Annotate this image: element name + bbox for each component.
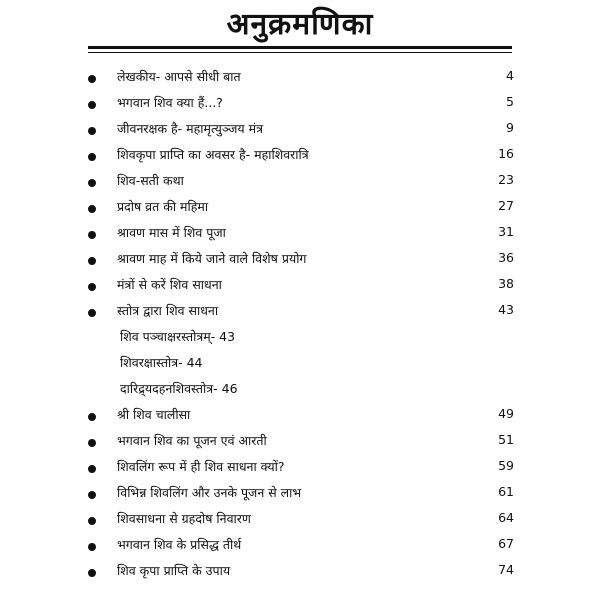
toc-sub-entry xyxy=(0,326,600,352)
toc-page-number: 74 xyxy=(498,562,514,577)
toc-entry-text: शिव पञ्चाक्षरस्तोत्रम्- 43 xyxy=(120,329,236,344)
toc-entry xyxy=(0,508,600,534)
toc-entry-text: श्रावण मास में शिव पूजा xyxy=(117,225,226,240)
toc-entry-text: दारिद्र्यदहनशिवस्तोत्र- 46 xyxy=(120,381,238,396)
bullet-icon xyxy=(88,465,96,473)
toc-sub-entry xyxy=(0,352,600,378)
toc-entry-text: स्तोत्र द्वारा शिव साधना xyxy=(117,303,219,318)
toc-entry xyxy=(0,274,600,300)
toc-page-number: 23 xyxy=(498,172,514,187)
toc-entry-text: शिवलिंग रूप में ही शिव साधना क्यों? xyxy=(117,459,285,474)
toc-entry-text: शिवकृपा प्राप्ति का अवसर है- महाशिवरात्रि xyxy=(117,147,309,162)
toc-entry-text: भगवान शिव का पूजन एवं आरती xyxy=(117,433,267,448)
toc-entry xyxy=(0,66,600,92)
toc-page-number: 67 xyxy=(498,536,514,551)
toc-entry-text: शिव कृपा प्राप्ति के उपाय xyxy=(117,563,231,578)
toc-entry-text: विभिन्न शिवलिंग और उनके पूजन से लाभ xyxy=(117,485,302,500)
toc-entry-text: श्रावण माह में किये जाने वाले विशेष प्रयोग xyxy=(117,251,307,266)
toc-entry xyxy=(0,170,600,196)
title-rule-thick xyxy=(88,46,512,49)
bullet-icon xyxy=(88,543,96,551)
toc-entry xyxy=(0,196,600,222)
toc-entry xyxy=(0,300,600,326)
toc-entry-text: भगवान शिव के प्रसिद्ध तीर्थ xyxy=(117,537,242,552)
toc-page-number: 16 xyxy=(498,146,514,161)
toc-entry xyxy=(0,560,600,586)
toc-page-number: 43 xyxy=(498,302,514,317)
bullet-icon xyxy=(88,491,96,499)
toc-page-number: 64 xyxy=(498,510,514,525)
toc-entry-text: श्री शिव चालीसा xyxy=(117,407,191,422)
toc-entry xyxy=(0,92,600,118)
bullet-icon xyxy=(88,231,96,239)
toc-entry-text: प्रदोष व्रत की महिमा xyxy=(117,199,209,214)
toc-page-number: 51 xyxy=(498,432,514,447)
bullet-icon xyxy=(88,257,96,265)
toc-entry-text: शिव-सती कथा xyxy=(117,173,184,188)
toc-page-number: 59 xyxy=(498,458,514,473)
toc-entry-text: जीवनरक्षक है- महामृत्युञ्जय मंत्र xyxy=(117,121,263,136)
toc-page-number: 38 xyxy=(498,276,514,291)
toc-page-number: 36 xyxy=(498,250,514,265)
bullet-icon xyxy=(88,413,96,421)
bullet-icon xyxy=(88,283,96,291)
toc-entry xyxy=(0,456,600,482)
toc-entry xyxy=(0,144,600,170)
bullet-icon xyxy=(88,127,96,135)
toc-page-number: 31 xyxy=(498,224,514,239)
bullet-icon xyxy=(88,75,96,83)
bullet-icon xyxy=(88,569,96,577)
bullet-icon xyxy=(88,153,96,161)
toc-page-number: 49 xyxy=(498,406,514,421)
bullet-icon xyxy=(88,517,96,525)
title-rule-thin xyxy=(88,52,512,53)
toc-entry-text: लेखकीय- आपसे सीधी बात xyxy=(117,69,241,84)
toc-page-number: 4 xyxy=(506,68,514,83)
toc-entry-text: मंत्रों से करें शिव साधना xyxy=(117,277,222,292)
toc-entry xyxy=(0,248,600,274)
toc-entry xyxy=(0,430,600,456)
toc-entry xyxy=(0,404,600,430)
bullet-icon xyxy=(88,439,96,447)
bullet-icon xyxy=(88,101,96,109)
toc-entry-text: शिवरक्षास्तोत्र- 44 xyxy=(120,355,203,370)
toc-page-number: 61 xyxy=(498,484,514,499)
toc-entry-text: भगवान शिव क्या हैं...? xyxy=(117,95,223,110)
page-title: अनुक्रमणिका xyxy=(226,7,374,42)
toc-entry xyxy=(0,482,600,508)
toc-page-number: 5 xyxy=(506,94,514,109)
toc-entry xyxy=(0,534,600,560)
toc-page-number: 9 xyxy=(506,120,514,135)
toc-entry xyxy=(0,222,600,248)
bullet-icon xyxy=(88,309,96,317)
toc-entry xyxy=(0,118,600,144)
toc-sub-entry xyxy=(0,378,600,404)
bullet-icon xyxy=(88,205,96,213)
toc-entry-text: शिवसाधना से ग्रहदोष निवारण xyxy=(117,511,251,526)
toc-page-number: 27 xyxy=(498,198,514,213)
bullet-icon xyxy=(88,179,96,187)
